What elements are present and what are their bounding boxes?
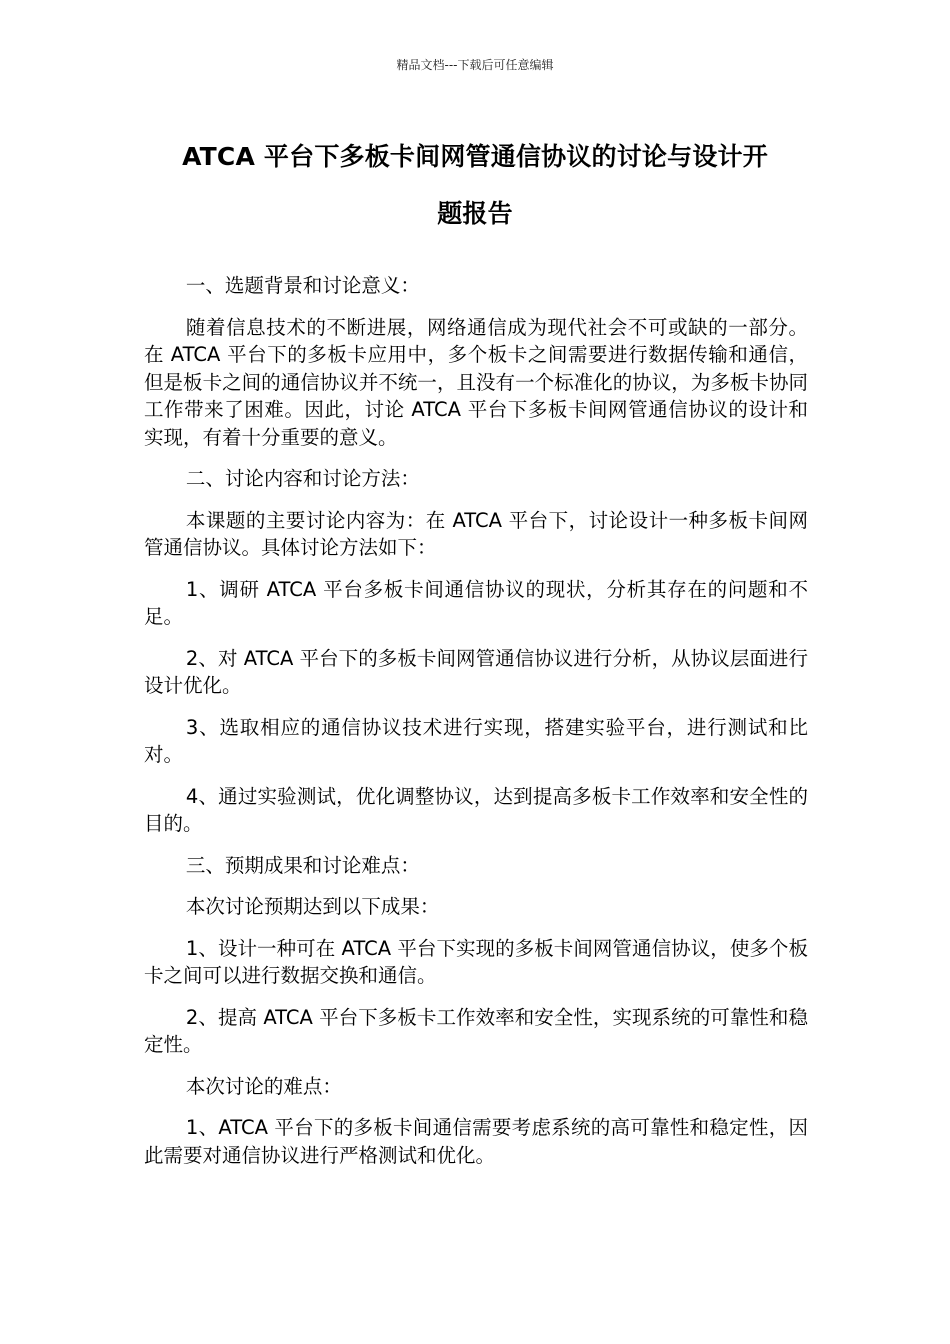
document-title <box>140 128 810 242</box>
paragraph-background: 随着信息技术的不断进展，网络通信成为现代社会不可或缺的一部分。在 ATCA 平台下的多板卡应用中，多个板卡之间需要进行数据传输和通信，但是板卡之间的通信协议并不统一，且没有一个标准化的协议，为多板卡协同工作带来了困难。因此，讨论 ATCA 平台下多板卡间网管通信协议的设计和实现，有着十分重要的意义。 <box>144 315 808 449</box>
document-title-line-2: 题报告 <box>437 199 513 228</box>
method-item-3: 3、选取相应的通信协议技术进行实现，搭建实验平台，进行测试和比对。 <box>144 715 808 766</box>
paragraph-content-intro: 本课题的主要讨论内容为：在 ATCA 平台下，讨论设计一种多板卡间网管通信协议。具体讨论方法如下： <box>144 508 808 559</box>
section-heading-background: 一、选题背景和讨论意义： <box>185 274 420 297</box>
paragraph-difficulties-intro: 本次讨论的难点： <box>185 1074 342 1098</box>
difficulty-item-1: 1、ATCA 平台下的多板卡间通信需要考虑系统的高可靠性和稳定性，因此需要对通信协议进行严格测试和优化。 <box>144 1116 808 1167</box>
document-title-line-1: ATCA 平台下多板卡间网管通信协议的讨论与设计开 <box>182 142 768 171</box>
paragraph-expected-intro: 本次讨论预期达到以下成果： <box>185 895 440 918</box>
result-item-2: 2、提高 ATCA 平台下多板卡工作效率和安全性，实现系统的可靠性和稳定性。 <box>144 1005 808 1056</box>
section-heading-expected-results: 三、预期成果和讨论难点： <box>185 853 420 877</box>
method-item-4: 4、通过实验测试，优化调整协议，达到提高多板卡工作效率和安全性的目的。 <box>144 784 808 835</box>
page-header: 精品文档---下载后可任意编辑 <box>396 58 554 72</box>
section-heading-content-methods: 二、讨论内容和讨论方法： <box>185 467 420 490</box>
result-item-1: 1、设计一种可在 ATCA 平台下实现的多板卡间网管通信协议，使多个板卡之间可以进行数据交换和通信。 <box>144 936 808 987</box>
document-body <box>144 272 808 1183</box>
method-item-2: 2、对 ATCA 平台下的多板卡间网管通信协议进行分析，从协议层面进行设计优化。 <box>144 646 808 697</box>
method-item-1: 1、调研 ATCA 平台多板卡间通信协议的现状，分析其存在的问题和不足。 <box>144 577 808 628</box>
